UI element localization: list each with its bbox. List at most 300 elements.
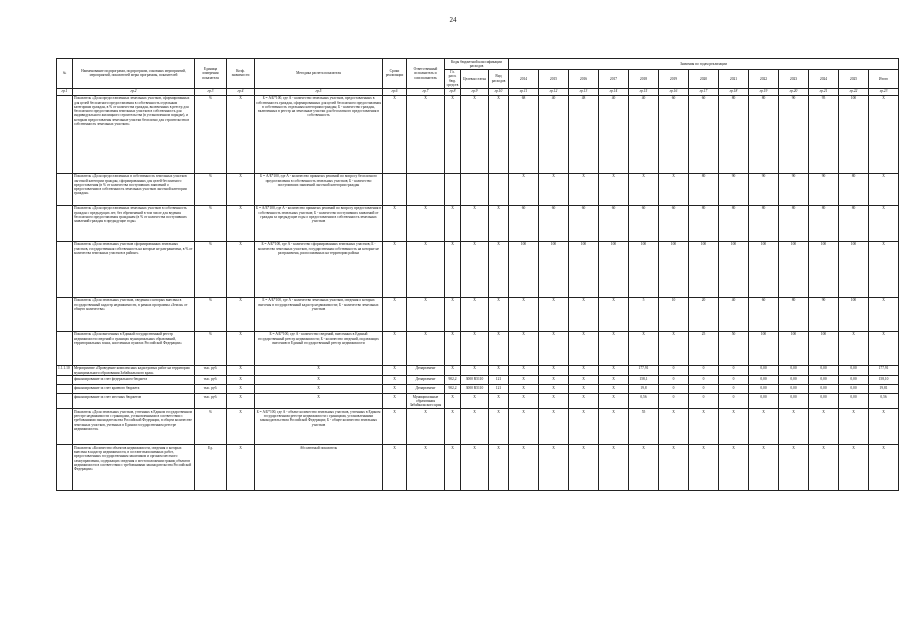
row-coef: X <box>227 95 255 173</box>
header-values: Значения по годам реализации <box>509 59 899 70</box>
header-term: Сроки реализации <box>383 59 407 89</box>
row-number <box>57 394 73 409</box>
header-responsible: Ответственный исполнитель и соисполнитель <box>407 59 445 89</box>
row-unit: % <box>195 173 227 205</box>
header-year: 2016 <box>569 69 599 88</box>
row-year-value: 100 <box>779 241 809 297</box>
row-unit: % <box>195 331 227 365</box>
row-target-article: X <box>461 95 489 173</box>
row-unit: тыс. руб. <box>195 385 227 394</box>
row-year-value: 48 <box>569 95 599 173</box>
row-coef: X <box>227 445 255 491</box>
row-method: Б = А/Б*100, где А - количество принятых решений по вопросу предоставления в собственность земельных участков; Б - количество поступивших заявлений от граждан за предыдущие годы о предоставлении в собственность земельных участков <box>255 205 383 241</box>
row-year-value: X <box>809 409 839 445</box>
column-number: гр.1 <box>57 88 73 95</box>
row-coef: X <box>227 409 255 445</box>
row-budget-code: X <box>445 331 461 365</box>
column-number: гр.13 <box>569 88 599 95</box>
row-year-value: 0,56 <box>629 394 659 409</box>
row-year-value: 80 <box>719 205 749 241</box>
table-row <box>57 173 899 205</box>
row-year-value: X <box>569 409 599 445</box>
row-total-value: X <box>869 445 899 491</box>
row-year-value: X <box>659 445 689 491</box>
row-year-value: X <box>539 394 569 409</box>
row-coef: X <box>227 394 255 409</box>
row-target-article: X <box>461 297 489 331</box>
row-budget-code: 902,2 <box>445 376 461 385</box>
row-year-value: X <box>599 394 629 409</box>
row-year-value: 95 <box>809 95 839 173</box>
table-row <box>57 241 899 297</box>
row-expense-type: X <box>489 331 509 365</box>
row-target-article: 3000 R5110 <box>461 385 489 394</box>
column-number: гр.12 <box>539 88 569 95</box>
row-year-value: 0,00 <box>779 376 809 385</box>
row-year-value: 80 <box>839 173 869 205</box>
row-term: X <box>383 365 407 376</box>
row-coef: X <box>227 365 255 376</box>
row-term: X <box>383 376 407 385</box>
row-year-value: 0,00 <box>749 385 779 394</box>
column-number: гр.4 <box>227 88 255 95</box>
row-budget-code: X <box>445 297 461 331</box>
row-target-article <box>461 173 489 205</box>
row-unit: тыс. руб. <box>195 365 227 376</box>
row-year-value: 100 <box>839 297 869 331</box>
row-year-value: 80 <box>719 95 749 173</box>
row-year-value: 10 <box>659 297 689 331</box>
row-name: финансирование за счет краевого бюджета <box>73 385 195 394</box>
row-method: X <box>255 385 383 394</box>
header-total: Итого <box>869 69 899 88</box>
row-year-value: 100 <box>839 95 869 173</box>
table-body <box>57 95 899 490</box>
column-number: гр.7 <box>407 88 445 95</box>
row-budget-code: X <box>445 445 461 491</box>
row-unit: % <box>195 95 227 173</box>
table-row <box>57 445 899 491</box>
row-term: X <box>383 394 407 409</box>
row-year-value: 90 <box>779 95 809 173</box>
row-budget-code: X <box>445 409 461 445</box>
row-year-value: 100 <box>809 241 839 297</box>
row-term: X <box>383 241 407 297</box>
row-term: X <box>383 385 407 394</box>
row-total-value: X <box>869 173 899 205</box>
row-responsible: X <box>407 241 445 297</box>
row-year-value: X <box>599 385 629 394</box>
row-year-value: X <box>569 173 599 205</box>
row-term: X <box>383 331 407 365</box>
row-total-value: X <box>869 297 899 331</box>
program-indicators-table <box>56 58 899 491</box>
row-year-value: 90 <box>719 173 749 205</box>
row-coef: X <box>227 376 255 385</box>
row-year-value: X <box>599 173 629 205</box>
header-unit: Единица измерения показателя <box>195 59 227 89</box>
row-number <box>57 385 73 394</box>
row-year-value: 0 <box>659 385 689 394</box>
row-target-article: X <box>461 241 489 297</box>
row-expense-type: X <box>489 205 509 241</box>
row-year-value: X <box>539 409 569 445</box>
header-year: 2020 <box>689 69 719 88</box>
row-number: 1.1.1.10 <box>57 365 73 376</box>
row-expense-type: X <box>489 241 509 297</box>
row-total-value: 177,91 <box>869 365 899 376</box>
row-term <box>383 173 407 205</box>
row-budget-code <box>445 173 461 205</box>
row-year-value: 60 <box>509 205 539 241</box>
column-number: гр.21 <box>809 88 839 95</box>
header-year: 2018 <box>629 69 659 88</box>
row-responsible: X <box>407 445 445 491</box>
row-name: финансирование за счет местных бюджетов <box>73 394 195 409</box>
row-year-value: X <box>509 376 539 385</box>
row-budget-code: X <box>445 365 461 376</box>
row-year-value: X <box>509 173 539 205</box>
row-name: Показатель «Доля предоставленных земельных участков, сформированных для целей бесплатного предоставления в собственность отдельным категориям граждан, в % от количества граждан, включенных в реестр для бесплатного предоставления земельных участков в собственность для индивидуального жилищного строительства (в установленном порядке), и которым предоставлены земельные участки бесплатно для строительства в собственность земельных участков» <box>73 95 195 173</box>
row-method: Б = А/Б*100, где А - количество принятых решений по вопросу бесплатного предоставления в собственность земельных участков; Б - количество поступивших заявлений льготной категории граждан <box>255 173 383 205</box>
row-expense-type: 121 <box>489 385 509 394</box>
column-number: гр.20 <box>779 88 809 95</box>
row-name: Показатель «Доля предоставленных земельных участков в собственность граждан с предыдущих лет, без обременений в том числе для ведения бесплатного предоставления гражданам (в % от количества поступивших заявлений граждан в предыдущие годы» <box>73 205 195 241</box>
row-year-value: X <box>539 445 569 491</box>
row-target-article: X <box>461 365 489 376</box>
header-classif-sub: Вид расходов <box>489 69 509 88</box>
row-year-value: 0,00 <box>779 385 809 394</box>
header-method: Методика расчета показателя <box>255 59 383 89</box>
row-unit: Ед. <box>195 445 227 491</box>
row-year-value: X <box>569 394 599 409</box>
row-year-value: 60 <box>629 205 659 241</box>
header-year: 2017 <box>599 69 629 88</box>
header-year: 2024 <box>809 69 839 88</box>
row-budget-code: X <box>445 205 461 241</box>
row-budget-code: X <box>445 95 461 173</box>
row-year-value: 0 <box>689 394 719 409</box>
row-year-value: X <box>569 365 599 376</box>
row-year-value: 90 <box>779 173 809 205</box>
header-code: Коэф. значимости <box>227 59 255 89</box>
row-year-value: 100 <box>599 241 629 297</box>
row-responsible: Муниципальные образования Забайкальского края <box>407 394 445 409</box>
column-number: гр.3 <box>195 88 227 95</box>
row-total-value: 19,81 <box>869 385 899 394</box>
row-year-value: X <box>839 445 869 491</box>
row-responsible: X <box>407 297 445 331</box>
row-responsible: X <box>407 331 445 365</box>
row-year-value: X <box>539 376 569 385</box>
table-row <box>57 331 899 365</box>
row-year-value: X <box>509 365 539 376</box>
row-number <box>57 205 73 241</box>
row-year-value: 0,00 <box>809 394 839 409</box>
row-year-value: X <box>539 173 569 205</box>
row-responsible: X <box>407 205 445 241</box>
row-year-value: 0,00 <box>779 365 809 376</box>
row-coef: X <box>227 297 255 331</box>
row-year-value: 20 <box>689 297 719 331</box>
header-year: 2022 <box>749 69 779 88</box>
row-year-value: 55 <box>629 409 659 445</box>
column-number: гр.15 <box>629 88 659 95</box>
row-target-article: 3000 R5110 <box>461 376 489 385</box>
row-coef: X <box>227 205 255 241</box>
row-year-value: 80 <box>839 205 869 241</box>
row-name: Показатель «Доля земельных участков сформированных земельных участков, государственная собственность на которые не разграничена, в % от количества земельных участков в районе» <box>73 241 195 297</box>
row-term: X <box>383 205 407 241</box>
column-number: гр.6 <box>383 88 407 95</box>
row-method: X <box>255 376 383 385</box>
table-row <box>57 409 899 445</box>
row-year-value: X <box>599 365 629 376</box>
row-method: Б = А/Б*100, где А - количество земельных участков, сведения о которых внесены в государственный кадастр недвижимости; Б - количество земельных участков <box>255 297 383 331</box>
row-expense-type: X <box>489 95 509 173</box>
row-expense-type: 121 <box>489 376 509 385</box>
table-row <box>57 394 899 409</box>
row-expense-type <box>489 173 509 205</box>
row-year-value: 50 <box>719 331 749 365</box>
row-year-value: 60 <box>749 297 779 331</box>
header-year: 2015 <box>539 69 569 88</box>
row-name: финансирование за счет федерального бюджета <box>73 376 195 385</box>
row-year-value: 0,00 <box>749 365 779 376</box>
column-number: гр.23 <box>869 88 899 95</box>
row-name: Показатель «Доля земельных участков, учтенных в Едином государственном реестре недвижимости с границами, установленными в соответствии с требованиями законодательства Российской Федерации, в общем количестве земельных участков, учтенных в Едином государственном реестре недвижимости» <box>73 409 195 445</box>
row-year-value: 100 <box>779 331 809 365</box>
row-total-value: 0,56 <box>869 394 899 409</box>
row-year-value: 100 <box>719 241 749 297</box>
row-responsible: Департамент <box>407 385 445 394</box>
row-year-value: 80 <box>779 297 809 331</box>
row-year-value: 0,00 <box>809 365 839 376</box>
row-year-value: 177,91 <box>629 365 659 376</box>
row-name: Показатель «Доля предоставленных в собственность земельных участков льготной категории граждан, сформированных для целей бесплатного предоставления (в % от количества поступивших заявлений о предоставлении в собственность земельных участков льготной категории граждан» <box>73 173 195 205</box>
row-year-value: 0 <box>659 365 689 376</box>
row-year-value: 25 <box>689 331 719 365</box>
row-coef: X <box>227 173 255 205</box>
row-method: Абсолютный показатель <box>255 445 383 491</box>
row-target-article: X <box>461 331 489 365</box>
row-year-value: 0,00 <box>839 376 869 385</box>
row-number <box>57 376 73 385</box>
row-year-value: 40 <box>599 95 629 173</box>
row-year-value: 100 <box>569 241 599 297</box>
row-year-value: X <box>839 409 869 445</box>
row-term: X <box>383 297 407 331</box>
row-number <box>57 297 73 331</box>
row-expense-type: X <box>489 365 509 376</box>
header-year: 2014 <box>509 69 539 88</box>
row-year-value: 0,00 <box>749 394 779 409</box>
header-classif-sub: Целевая статья <box>461 69 489 88</box>
row-year-value: 80 <box>779 205 809 241</box>
row-coef: X <box>227 385 255 394</box>
row-term: X <box>383 445 407 491</box>
row-total-value: X <box>869 205 899 241</box>
row-term: X <box>383 409 407 445</box>
row-year-value: X <box>539 365 569 376</box>
table-row <box>57 385 899 394</box>
row-year-value: 0 <box>719 394 749 409</box>
row-target-article: X <box>461 394 489 409</box>
row-year-value: 40 <box>719 297 749 331</box>
row-year-value: X <box>629 445 659 491</box>
row-method: Б = А/Б*100, где А - количество сформированных земельных участков; Б - количество земельных участков, государственная собственность на которые не разграничена, расположенных на территории района <box>255 241 383 297</box>
row-year-value: X <box>569 385 599 394</box>
row-number <box>57 445 73 491</box>
row-year-value: 100 <box>689 241 719 297</box>
row-year-value: X <box>509 394 539 409</box>
row-year-value: X <box>749 445 779 491</box>
row-name: Показатель «Доля внесенных в Единый государственный реестр недвижимости сведений о границах муниципальных образований, территориальных зонах, населенных пунктах Российской Федерации» <box>73 331 195 365</box>
column-number: гр.17 <box>689 88 719 95</box>
row-year-value: 60 <box>539 205 569 241</box>
row-coef: X <box>227 331 255 365</box>
row-year-value: X <box>569 376 599 385</box>
row-coef: X <box>227 241 255 297</box>
column-number: гр.9 <box>461 88 489 95</box>
row-year-value: 60 <box>569 205 599 241</box>
row-number <box>57 241 73 297</box>
row-unit: тыс. руб. <box>195 394 227 409</box>
table-row <box>57 376 899 385</box>
row-target-article: X <box>461 205 489 241</box>
row-year-value: 0,00 <box>809 385 839 394</box>
row-year-value: X <box>689 445 719 491</box>
row-year-value: X <box>659 409 689 445</box>
row-year-value: X <box>659 331 689 365</box>
row-number <box>57 409 73 445</box>
row-method: Б = А/Б*100, где А - объект количество земельных участков, учтенных в Едином государственном реестре недвижимости с границами, установленными законодательством Российской Федерации; Б - общее количество земельных участков <box>255 409 383 445</box>
row-expense-type: X <box>489 297 509 331</box>
row-method: X <box>255 394 383 409</box>
row-year-value: 5 <box>629 297 659 331</box>
header-row-1 <box>57 59 899 70</box>
row-year-value: 90 <box>749 173 779 205</box>
row-year-value: X <box>599 445 629 491</box>
row-year-value: 40 <box>539 95 569 173</box>
row-year-value: 0,00 <box>749 376 779 385</box>
row-year-value: X <box>599 297 629 331</box>
row-total-value: X <box>869 241 899 297</box>
header-name: Наименование подпрограмм, подпрограмм, основных мероприятий, мероприятий, показателей меры программы, показателей <box>73 59 195 89</box>
row-year-value: 100 <box>809 331 839 365</box>
row-year-value: 100 <box>509 241 539 297</box>
row-number <box>57 173 73 205</box>
row-year-value: 0 <box>689 376 719 385</box>
row-year-value: 100 <box>749 241 779 297</box>
row-year-value: 60 <box>689 95 719 173</box>
header-year: 2019 <box>659 69 689 88</box>
row-year-value: X <box>599 376 629 385</box>
row-year-value: 80 <box>749 95 779 173</box>
row-year-value: 40 <box>629 95 659 173</box>
row-year-value: X <box>749 409 779 445</box>
page-number: 24 <box>449 16 457 24</box>
row-year-value: X <box>599 409 629 445</box>
row-year-value: X <box>539 331 569 365</box>
row-responsible <box>407 173 445 205</box>
header-year: 2023 <box>779 69 809 88</box>
row-unit: % <box>195 409 227 445</box>
row-expense-type: X <box>489 409 509 445</box>
row-year-value: X <box>509 445 539 491</box>
row-year-value: X <box>509 409 539 445</box>
row-year-value: X <box>719 409 749 445</box>
row-year-value: 0 <box>719 365 749 376</box>
row-year-value: 90 <box>809 173 839 205</box>
column-number-row <box>57 88 899 95</box>
row-budget-code: X <box>445 241 461 297</box>
row-method: Б = А/Б*100, где А - количество сведений, внесенных в Единый государственный реестр недвижимости; Б - количество сведений, подлежащих внесению в Единый государственный реестр недвижимости <box>255 331 383 365</box>
row-year-value: 0 <box>719 385 749 394</box>
row-year-value: 100 <box>539 241 569 297</box>
row-year-value: 0 <box>659 376 689 385</box>
row-unit: % <box>195 297 227 331</box>
row-year-value: 80 <box>689 205 719 241</box>
row-year-value: 19,8 <box>629 385 659 394</box>
row-target-article: X <box>461 445 489 491</box>
row-year-value: 60 <box>659 95 689 173</box>
row-year-value: X <box>629 331 659 365</box>
row-target-article: X <box>461 409 489 445</box>
row-year-value: 0 <box>659 394 689 409</box>
row-name: Мероприятие «Проведение комплексных кадастровых работ на территории муниципального образования Забайкальского края» <box>73 365 195 376</box>
row-year-value: 90 <box>809 297 839 331</box>
row-year-value: 0 <box>689 385 719 394</box>
row-year-value: 100 <box>659 241 689 297</box>
table-row <box>57 297 899 331</box>
row-year-value: 0,00 <box>779 394 809 409</box>
row-year-value: X <box>839 331 869 365</box>
row-year-value: 0,00 <box>839 385 869 394</box>
row-total-value: X <box>869 95 899 173</box>
row-number <box>57 331 73 365</box>
row-year-value: X <box>539 385 569 394</box>
row-expense-type: X <box>489 394 509 409</box>
row-year-value: X <box>659 173 689 205</box>
row-year-value: 0 <box>719 376 749 385</box>
row-year-value: 100 <box>749 331 779 365</box>
row-year-value: X <box>539 297 569 331</box>
row-responsible: Департамент <box>407 376 445 385</box>
row-unit: % <box>195 241 227 297</box>
row-year-value: X <box>509 331 539 365</box>
row-year-value: 0 <box>689 365 719 376</box>
row-year-value: 100 <box>839 241 869 297</box>
row-year-value: X <box>779 445 809 491</box>
row-responsible: X <box>407 409 445 445</box>
column-number: гр.18 <box>719 88 749 95</box>
row-budget-code: 902,2 <box>445 385 461 394</box>
column-number: гр.5 <box>255 88 383 95</box>
row-year-value: 80 <box>749 205 779 241</box>
row-year-value: 100 <box>629 241 659 297</box>
row-method: X <box>255 365 383 376</box>
row-year-value: 80 <box>809 205 839 241</box>
column-number: гр.10 <box>489 88 509 95</box>
row-year-value: X <box>569 297 599 331</box>
row-year-value: 68 <box>509 95 539 173</box>
row-total-value: 158,10 <box>869 376 899 385</box>
row-year-value: 60 <box>659 205 689 241</box>
row-year-value: X <box>629 173 659 205</box>
row-unit: % <box>195 205 227 241</box>
row-term: X <box>383 95 407 173</box>
